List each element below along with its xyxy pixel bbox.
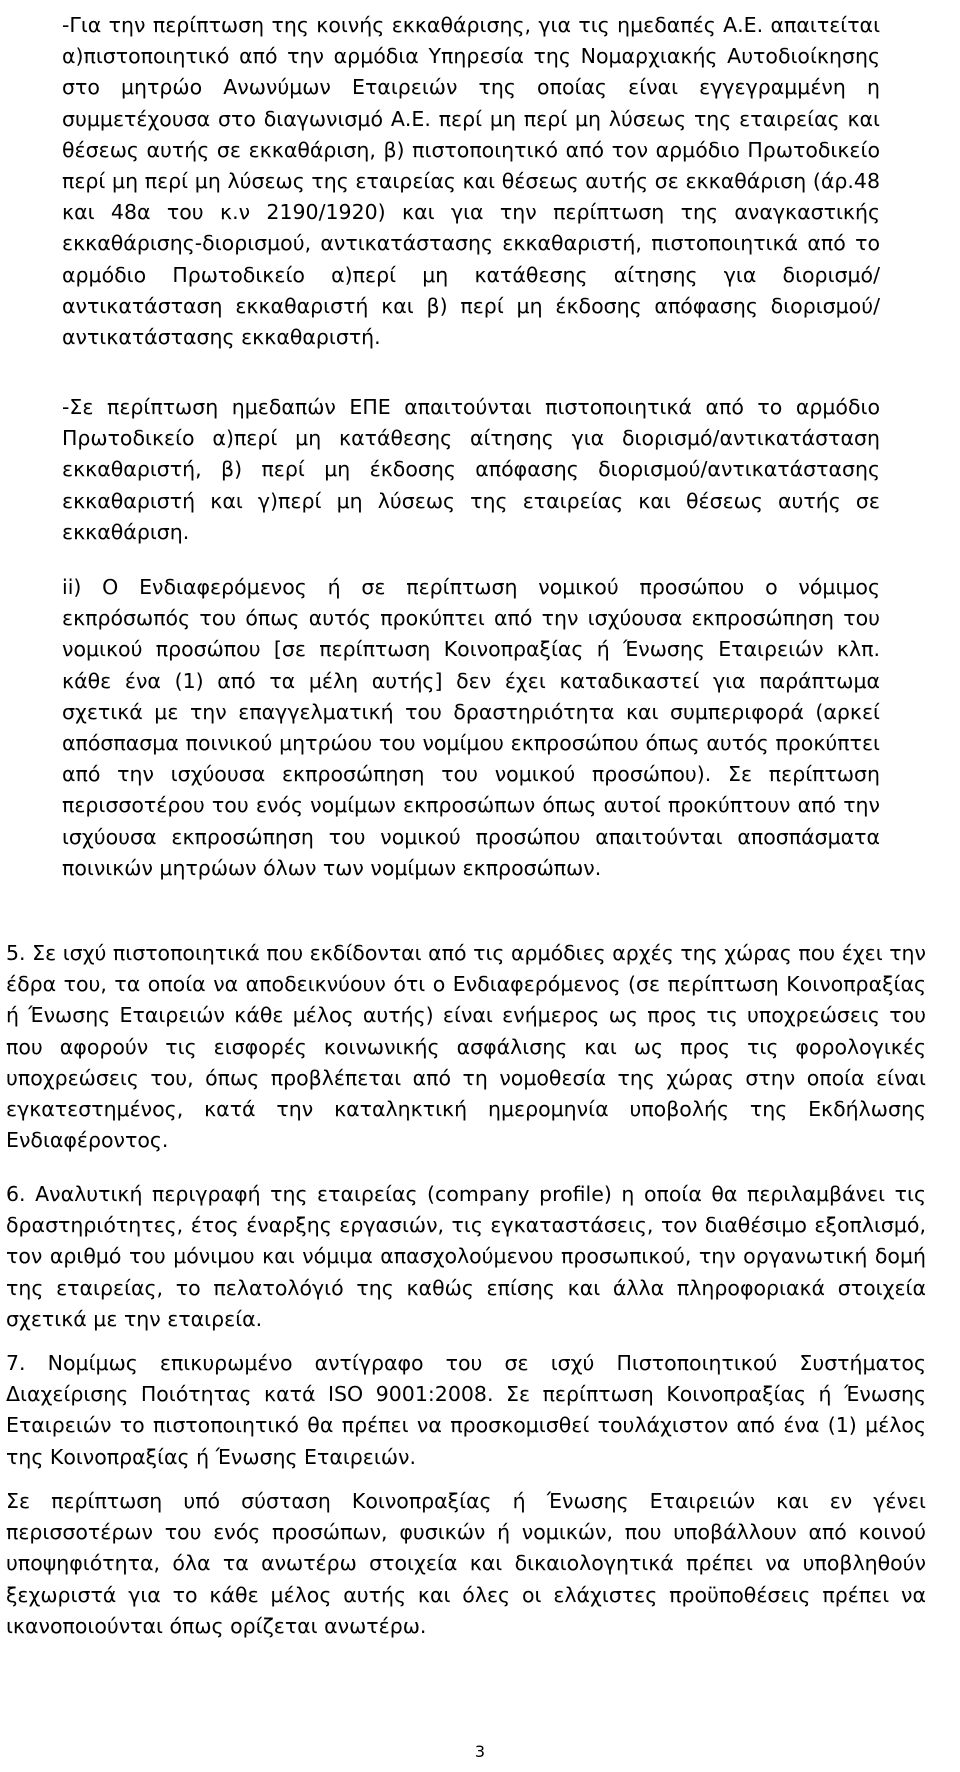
paragraph-consortium-requirements: Σε περίπτωση υπό σύσταση Κοινοπραξίας ή Ένωσης Εταιρειών και εν γένει περισσοτέρων του ενός προσώπων, φυσικών ή νομικών, που υποβάλλουν από κοινού υποψηφιότητα, όλα τα ανωτέρω στοιχεία και δικαιολογητικά πρέπει να υποβληθούν ξεχωριστά για το κάθε μέλος αυτής και όλες οι ελάχιστες προϋποθέσεις πρέπει να ικανοποιούνται όπως ορίζεται ανωτέρω. <box>6 1489 926 1638</box>
paragraph-liquidation-epe: -Σε περίπτωση ημεδαπών ΕΠΕ απαιτούνται πιστοποιητικά από το αρμόδιο Πρωτοδικείο α)περί μη κατάθεσης αίτησης για διορισμό/αντικατάσταση εκκαθαριστή, β) περί μη έκδοσης απόφασης διορισμού/αντικατάστασης εκκαθαριστή και γ)περί μη λύσεως της εταιρείας και θέσεως αυτής σε εκκαθάριση. <box>62 395 880 544</box>
page-number: 3 <box>474 1742 486 1761</box>
paragraph-item-6-company-profile: 6. Αναλυτική περιγραφή της εταιρείας (company profile) η οποία θα περιλαμβάνει τις δραστηριότητες, έτος έναρξης εργασιών, τις εγκαταστάσεις, τον διαθέσιμο εξοπλισμό, τον αριθμό του μόνιμου και νόμιμα απασχολούμενου προσωπικού, την οργανωτική δομή της εταιρείας, το πελατολόγιό της καθώς επίσης και άλλα πληροφοριακά στοιχεία σχετικά με την εταιρεία. <box>6 1182 926 1331</box>
paragraph-item-7-iso-certificate: 7. Νομίμως επικυρωμένο αντίγραφο του σε ισχύ Πιστοποιητικού Συστήματος Διαχείρισης Ποιότητας κατά ISO 9001:2008. Σε περίπτωση Κοινοπραξίας ή Ένωσης Εταιρειών το πιστοποιητικό θα πρέπει να προσκομισθεί τουλάχιστον από ένα (1) μέλος της Κοινοπραξίας ή Ένωσης Εταιρειών. <box>6 1351 926 1469</box>
paragraph-liquidation-ae: -Για την περίπτωση της κοινής εκκαθάρισης, για τις ημεδαπές Α.Ε. απαιτείται α)πιστοποιητικό από την αρμόδια Υπηρεσία της Νομαρχιακής Αυτοδιοίκησης στο μητρώο Ανωνύμων Εταιρειών της οποίας είναι εγγεγραμμένη η συμμετέχουσα στο διαγωνισμό Α.Ε. περί μη περί μη λύσεως της εταιρείας και θέσεως αυτής σε εκκαθάριση, β) πιστοποιητικό από τον αρμόδιο Πρωτοδικείο περί μη περί μη λύσεως της εταιρείας και θέσεως αυτής σε εκκαθάριση (άρ.48 και 48α του κ.ν 2190/1920) και για την περίπτωση της αναγκαστικής εκκαθάρισης-διορισμού, αντικατάστασης εκκαθαριστή, πιστοποιητικά από το αρμόδιο Πρωτοδικείο α)περί μη κατάθεσης αίτησης για διορισμό/αντικατάσταση εκκαθαριστή και β) περί μη έκδοσης απόφασης διορισμού/αντικατάστασης εκκαθαριστή. <box>62 13 880 350</box>
paragraph-item-5-tax-insurance: 5. Σε ισχύ πιστοποιητικά που εκδίδονται από τις αρμόδιες αρχές της χώρας που έχει την έδρα του, τα οποία να αποδεικνύουν ότι ο Ενδιαφερόμενος (σε περίπτωση Κοινοπραξίας ή Ένωσης Εταιρειών κάθε μέλος αυτής) είναι ενήμερος ως προς τις υποχρεώσεις του που αφορούν τις εισφορές κοινωνικής ασφάλισης και ως προς τις φορολογικές υποχρεώσεις του, όπως προβλέπεται από τη νομοθεσία της χώρας στην οποία είναι εγκατεστημένος, κατά την καταληκτική ημερομηνία υποβολής της Εκδήλωσης Ενδιαφέροντος. <box>6 941 926 1153</box>
paragraph-criminal-record: ii) Ο Ενδιαφερόμενος ή σε περίπτωση νομικού προσώπου ο νόμιμος εκπρόσωπός του όπως αυτός προκύπτει από την ισχύουσα εκπροσώπηση του νομικού προσώπου [σε περίπτωση Κοινοπραξίας ή Ένωσης Εταιρειών κλπ. κάθε ένα (1) από τα μέλη αυτής] δεν έχει καταδικαστεί για παράπτωμα σχετικά με την επαγγελματική του δραστηριότητα και συμπεριφορά (αρκεί απόσπασμα ποινικού μητρώου του νομίμου εκπροσώπου όπως αυτός προκύπτει από την ισχύουσα εκπροσώπηση του νομικού προσώπου). Σε περίπτωση περισσοτέρου του ενός νομίμων εκπροσώπων όπως αυτοί προκύπτουν από την ισχύουσα εκπροσώπηση του νομικού προσώπου απαιτούνται αποσπάσματα ποινικών μητρώων όλων των νομίμων εκπροσώπων. <box>62 575 880 880</box>
